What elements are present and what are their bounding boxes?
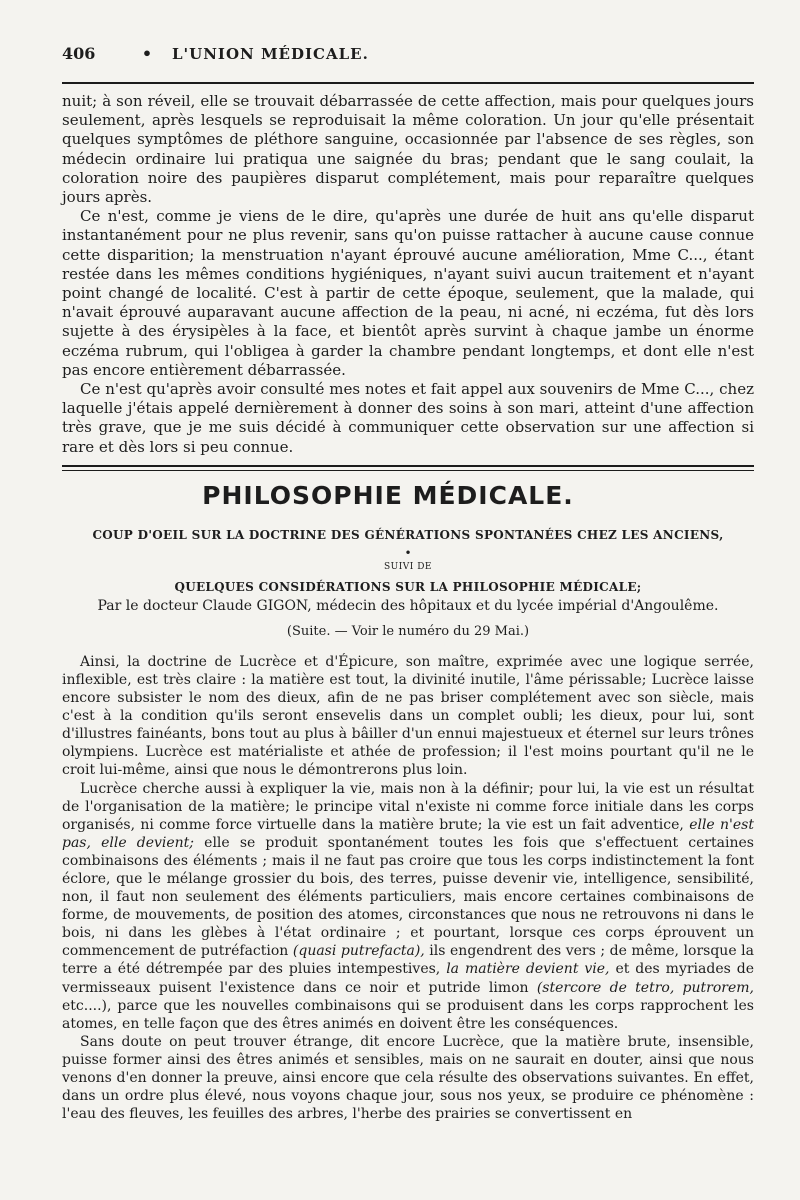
- text-run: Lucrèce cherche aussi à expliquer la vie, mais non à la définir; pour lui, la vie est un résultat de l'organisation de la matière; le principe vital n'existe ni comme force initiale dans les corps organisés, ni comme force virtuelle dans la matière brute; la vie est un fait adventice,: [62, 780, 754, 833]
- article-body: [62, 653, 754, 1123]
- author-byline: Par le docteur Claude GIGON, médecin des hôpitaux et du lycée impérial d'Angoulême.: [97, 597, 719, 614]
- italic-phrase: la matière devient vie,: [446, 961, 610, 978]
- article-subtitle: QUELQUES CONSIDÉRATIONS SUR LA PHILOSOPHIE MÉDICALE;: [174, 579, 642, 594]
- text-run: ils engendrent des vers ; de même, lorsque la terre a été détrempée par des pluies intempestives,: [62, 943, 754, 978]
- article-continuation: [62, 92, 754, 457]
- journal-title: L'UNION MÉDICALE.: [172, 45, 369, 63]
- header-rule: [62, 82, 754, 84]
- italic-phrase: (stercore de tetro, putrorem,: [536, 979, 754, 996]
- paragraph: Sans doute on peut trouver étrange, dit encore Lucrèce, que la matière brute, insensible, puisse former ainsi des êtres animés et sensibles, mais on ne saurait en douter, ainsi que nous venons d'en donner la preuve, ainsi encore que cela résulte des observations suivantes. En effet, dans un ordre plus élevé, nous voyons chaque jour, sous nos yeux, se produire ce phénomène : l'eau des fleuves, les feuilles des arbres, l'herbe des prairies se convertissent en: [62, 1033, 754, 1123]
- bullet-ornament: •: [404, 545, 412, 560]
- suivi-de-label: SUIVI DE: [383, 561, 432, 572]
- text-run: et des myriades de vermisseaux puisent l'existence dans ce noir et putride limon: [62, 961, 754, 996]
- text-run: elle se produit spontanément toutes les fois que s'effectuent certaines combinaisons des éléments ; mais il ne faut pas croire que tous les corps indistinctement la font éclore, que le mélange grossier du bois, des terres, puisse devenir vie, intelligence, sensibilité, non, il faut non seulement des éléments particuliers, mais encore certaines combinaisons de forme, de mouvements, de position des atomes, circonstances que nous ne retrouvons ni dans le bois, ni dans les glèbes à l'état ordinaire ; et pourtant, lorsque ces corps éprouvent un commencement de putréfaction: [62, 834, 754, 960]
- header-dot: •: [141, 44, 153, 63]
- paragraph: [62, 780, 754, 1033]
- italic-phrase: (quasi putrefacta),: [292, 943, 425, 960]
- paragraph: Ce n'est, comme je viens de le dire, qu'après une durée de huit ans qu'elle disparut instantanément pour ne plus revenir, sans qu'on puisse rattacher à aucune cause connue cette disparition; la menstruation n'ayant éprouvé aucune amélioration, Mme C..., étant restée dans les mêmes conditions hygiéniques, n'ayant suivi aucun traitement et n'ayant point changé de localité. C'est à partir de cette époque, seulement, que la malade, qui n'avait éprouvé auparavant aucune affection de la peau, ni acné, ni eczéma, fut dès lors sujette à des érysipèles à la face, et bientôt après survint à chaque jambe un énorme eczéma rubrum, qui l'obligea à garder la chambre pendant longtemps, et dont elle n'est pas encore entièrement débarrassée.: [62, 207, 754, 379]
- page-header: [62, 44, 754, 78]
- page-number: 406: [62, 44, 96, 63]
- continuation-note: (Suite. — Voir le numéro du 29 Mai.): [286, 623, 530, 639]
- section-divider: [62, 465, 754, 471]
- text-run: etc....), parce que les nouvelles combinaisons qui se produisent dans les corps rapprochent les atomes, en telle façon que des êtres animés en doivent être les conséquences.: [62, 997, 754, 1032]
- italic-phrase: elle n'est pas, elle devient;: [62, 816, 754, 851]
- paragraph: nuit; à son réveil, elle se trouvait débarrassée de cette affection, mais pour quelques jours seulement, après lesquels se reproduisait la même coloration. Un jour qu'elle présentait quelques symptômes de pléthore sanguine, occasionnée par l'absence de ses règles, son médecin ordinaire lui pratiqua une saignée du bras; pendant que le sang coulait, la coloration noire des paupières disparut complétement, mais pour reparaître quelques jours après.: [62, 92, 754, 207]
- paragraph: Ce n'est qu'après avoir consulté mes notes et fait appel aux souvenirs de Mme C..., chez laquelle j'étais appelé dernièrement à donner des soins à son mari, atteint d'une affection très grave, que je me suis décidé à communiquer cette observation sur une affection si rare et dès lors si peu connue.: [62, 380, 754, 456]
- section-title: PHILOSOPHIE MÉDICALE.: [202, 480, 574, 510]
- article-title: COUP D'OEIL SUR LA DOCTRINE DES GÉNÉRATIONS SPONTANÉES CHEZ LES ANCIENS,: [92, 527, 724, 542]
- paragraph: Ainsi, la doctrine de Lucrèce et d'Épicure, son maître, exprimée avec une logique serrée, inflexible, est très claire : la matière est tout, la divinité inutile, l'âme périssable; Lucrèce laisse encore subsister le nom des dieux, afin de ne pas briser complétement avec son siècle, mais c'est à la condition qu'ils seront ensevelis dans un complet oubli; les dieux, pour lui, sont d'illustres fainéants, bons tout au plus à bâiller d'un ennui majestueux et éternel sur leurs trônes olympiens. Lucrèce est matérialiste et athée de profession; il l'est moins pourtant qu'il ne le croit lui-même, ainsi que nous le démontrerons plus loin.: [62, 653, 754, 779]
